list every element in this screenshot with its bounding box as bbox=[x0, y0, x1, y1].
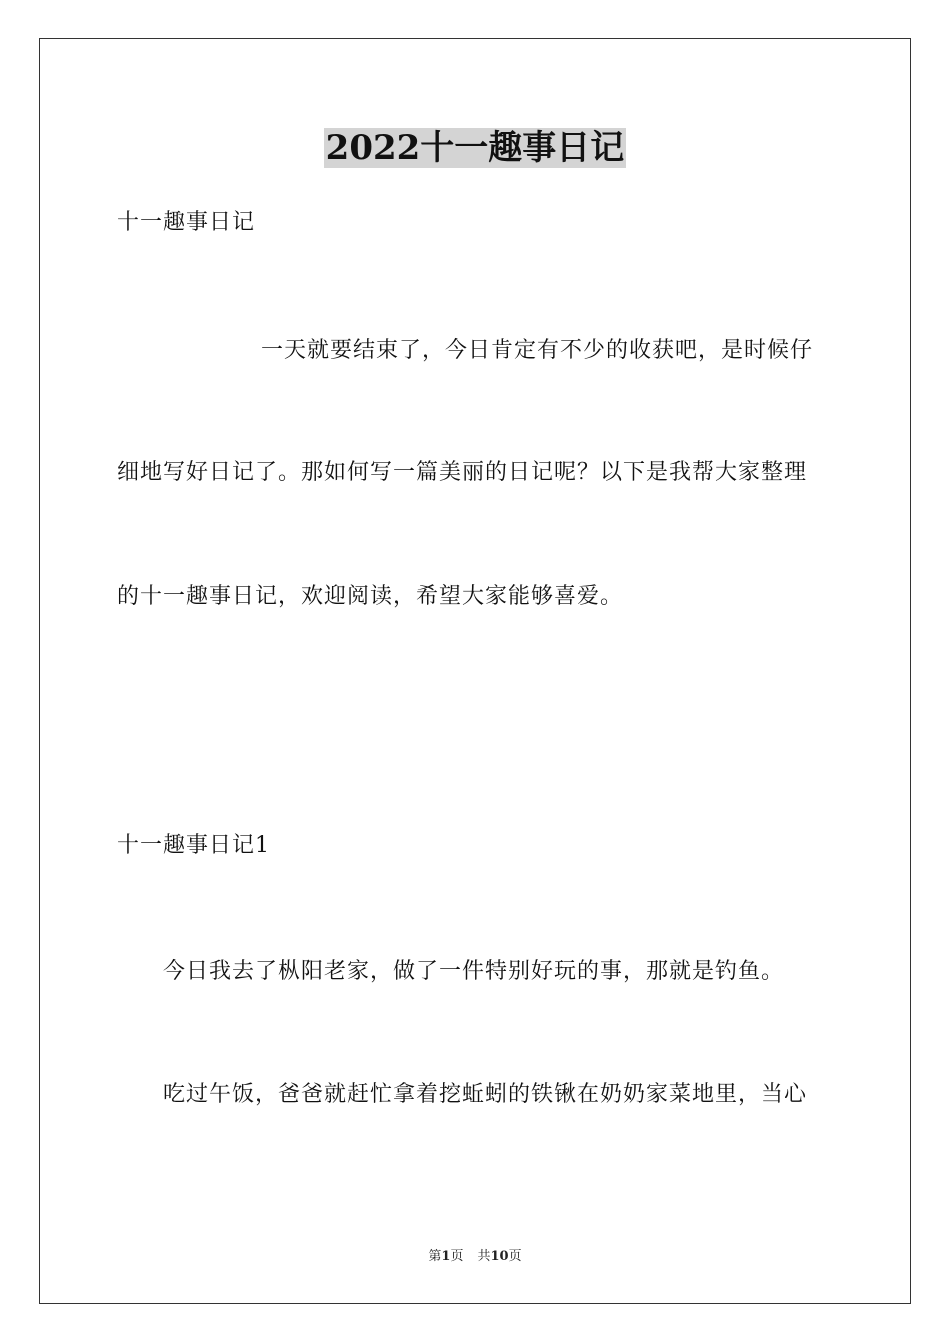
paragraph-line: 吃过午饭，爸爸就赶忙拿着挖蚯蚓的铁锹在奶奶家菜地里，当心 bbox=[163, 1082, 808, 1107]
document-title-text: 2022十一趣事日记 bbox=[325, 128, 625, 168]
total-suffix: 页 bbox=[508, 1249, 522, 1264]
paragraph-line: 一天就要结束了，今日肯定有不少的收获吧，是时候仔 bbox=[261, 338, 814, 363]
paragraph-line: 的十一趣事日记，欢迎阅读，希望大家能够喜爱。 bbox=[117, 584, 624, 609]
section-heading: 十一趣事日记1 bbox=[117, 833, 270, 858]
document-title bbox=[0, 128, 950, 168]
page-suffix: 页 bbox=[450, 1249, 464, 1264]
paragraph-line: 今日我去了枞阳老家，做了一件特别好玩的事，那就是钓鱼。 bbox=[163, 959, 785, 984]
page-total: 10 bbox=[490, 1249, 509, 1264]
total-prefix: 共 bbox=[477, 1249, 491, 1264]
page-footer bbox=[0, 1248, 950, 1266]
page-prefix: 第 bbox=[428, 1249, 442, 1264]
paragraph-line: 细地写好日记了。那如何写一篇美丽的日记呢？以下是我帮大家整理 bbox=[117, 460, 808, 485]
section-heading: 十一趣事日记 bbox=[117, 210, 256, 235]
page-current: 1 bbox=[441, 1249, 451, 1264]
